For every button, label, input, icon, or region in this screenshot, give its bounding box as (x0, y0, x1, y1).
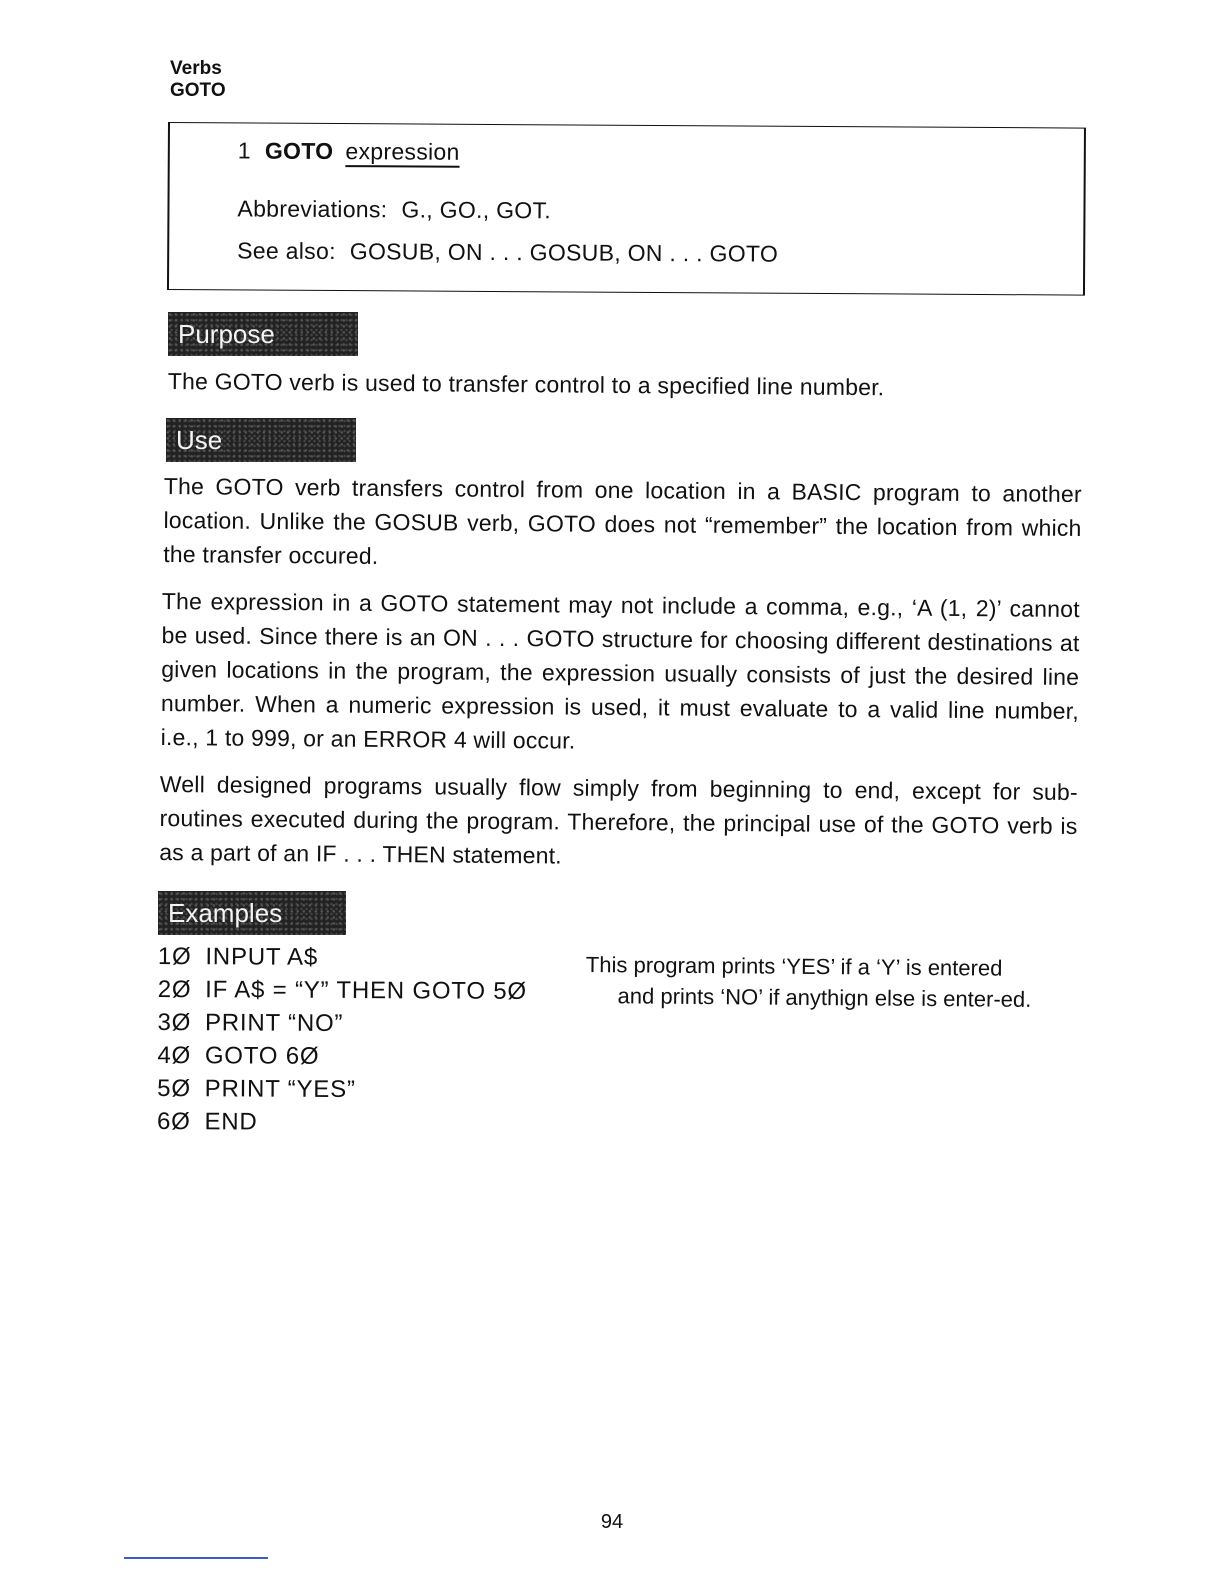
code-line (157, 1105, 526, 1140)
code-line (157, 1072, 526, 1107)
code-line-number: 4Ø (157, 1041, 192, 1070)
purpose-heading: Purpose (168, 312, 358, 356)
example-description-rest: and prints ‘NO’ if anythign else is enter-ed. (617, 983, 1032, 1012)
code-statement: INPUT A$ (205, 943, 319, 971)
code-line (158, 940, 527, 975)
use-paragraph-3: Well designed programs usually flow simply from beginning to end, except for sub-routines executed during the program. Therefore, the principal use of the GOTO verb is as a part of an IF . . . THEN statement. (159, 770, 1078, 869)
example-description (585, 949, 1076, 1015)
code-statement: END (204, 1108, 258, 1136)
purpose-paragraph: The GOTO verb is used to transfer control to a specified line number. (167, 367, 885, 401)
section-name: Verbs (170, 58, 222, 79)
page-number: 94 (600, 1511, 624, 1533)
see-also-value: GOSUB, ON . . . GOSUB, ON . . . GOTO (349, 238, 779, 267)
code-statement: IF A$ = “Y” THEN GOTO 5Ø (205, 976, 528, 1005)
code-line-number: 6Ø (156, 1107, 191, 1136)
example-description-first: This program prints ‘YES’ if a ‘Y’ is entered (585, 951, 1003, 981)
abbreviations-value: G., GO., GOT. (401, 196, 552, 224)
scan-edge-line (124, 1557, 268, 1559)
abbreviations-line (237, 195, 551, 224)
code-line (157, 1039, 526, 1074)
example-code-listing (157, 940, 527, 1140)
code-line-number: 2Ø (157, 975, 192, 1004)
topic-name: GOTO (170, 80, 226, 101)
examples-heading: Examples (158, 891, 346, 935)
use-paragraph-2: The expression in a GOTO statement may not include a comma, e.g., ‘A (1, 2)’ cannot be used. Since there is an ON . . . GOTO structure for choosing different destinations at given locations in the program, the expression usually consists of just the desired line number. When a numeric expression is used, it must evaluate to a valid line number, i.e., 1 to 999, or an ERROR 4 will occur. (160, 587, 1080, 754)
code-statement: GOTO 6Ø (204, 1042, 320, 1070)
abbreviations-label: Abbreviations: (237, 195, 388, 223)
code-line-number: 5Ø (157, 1074, 191, 1103)
code-statement: PRINT “YES” (204, 1075, 356, 1104)
see-also-line (237, 237, 778, 267)
syntax-parameter: expression (345, 138, 460, 165)
code-statement: PRINT “NO” (204, 1009, 344, 1037)
code-line-number: 1Ø (157, 942, 192, 971)
running-head (170, 58, 226, 102)
code-line-number: 3Ø (157, 1008, 192, 1037)
syntax-keyword: GOTO (264, 137, 334, 165)
use-paragraph-1: The GOTO verb transfers control from one location in a BASIC program to another location. Unlike the GOSUB verb, GOTO does not “remember” the location from which the transfer occured. (163, 472, 1082, 569)
code-line (158, 973, 527, 1008)
syntax-line-number: 1 (237, 137, 252, 164)
code-line (157, 1006, 526, 1041)
syntax-form (238, 137, 460, 165)
syntax-box (167, 122, 1086, 296)
see-also-label: See also: (237, 237, 336, 265)
use-heading: Use (166, 418, 356, 462)
